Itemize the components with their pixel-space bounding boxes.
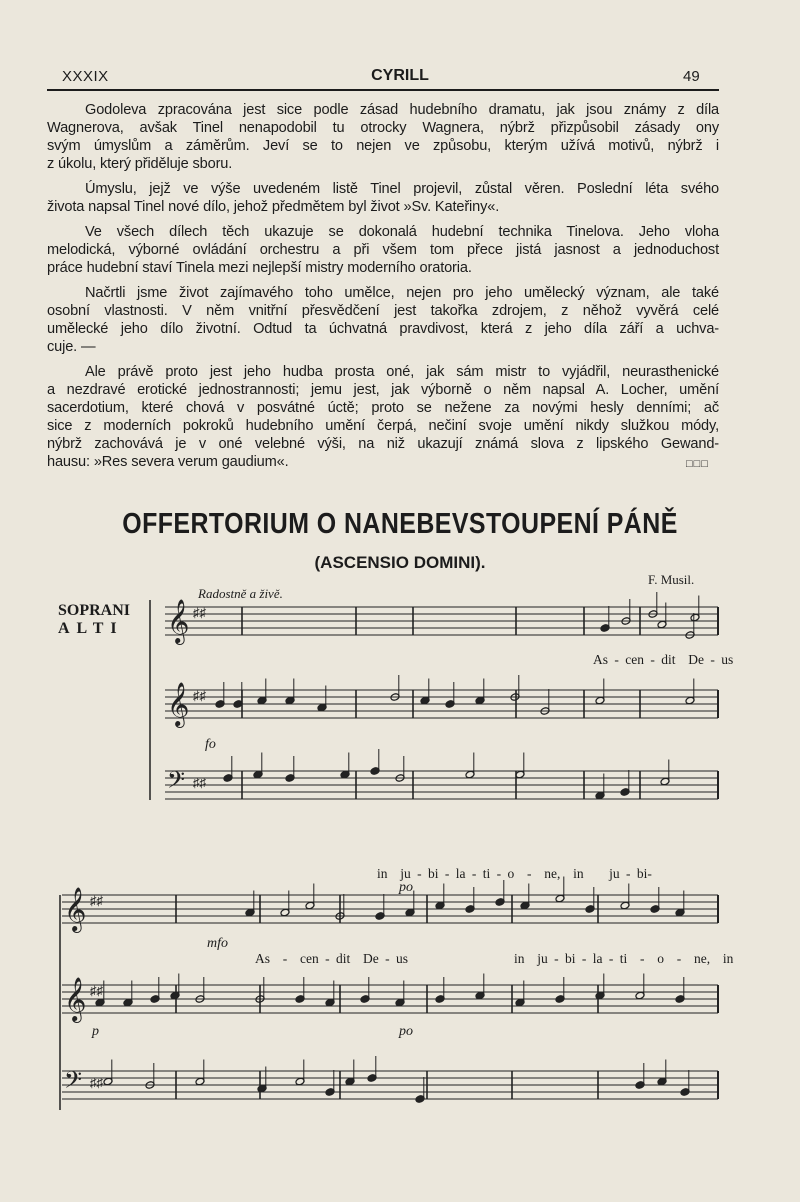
running-head-title: CYRILL — [371, 67, 429, 84]
body-text-line: cuje. — — [47, 339, 96, 355]
body-text-line: Wagnerova, avšak Tinel nenapodobil tu otrocky Wagnera, nýbrž přizpůsobil zásady ony — [47, 120, 719, 136]
body-text-line: sacerdotium, které chová v posvátné úctě; proto se nežene za novými hesly denními; ač — [47, 400, 719, 416]
dynamic-po: po — [399, 880, 413, 895]
body-text-line: svým úmyslům a záměrům. Jeví se to nejen ve způsobu, kterým užívá motivů, nýbrž i — [47, 138, 719, 154]
key-signature-sharp: ♯♯ — [90, 983, 103, 998]
body-text-line: a nezdravé erotické jednostrannosti; jemu jest, jak výborně o něm napsal A. Locher, umění — [47, 382, 719, 398]
composer: F. Musil. — [648, 572, 695, 587]
dynamic-mfo: mfo — [207, 936, 228, 951]
body-text-line: nýbrž zachovává je v oné velebné výši, na niž ukazují známá slova z lipského Gewand- — [47, 436, 719, 452]
dynamic-po-2: po — [399, 1024, 413, 1039]
dynamic-fo: fo — [205, 737, 216, 752]
body-text-line: Ve všech dílech těch ukazuje se dokonalá hudební technika Tinelova. Jeho vloha — [85, 224, 719, 240]
end-mark: □□□ — [686, 458, 709, 470]
voice-label-alti: ALTI — [58, 620, 124, 637]
key-signature-sharp: ♯♯ — [193, 688, 206, 703]
bass-clef: 𝄢 — [64, 1066, 83, 1099]
body-text-line: sice z moderních pokroků hudebního umění čerpá, nečiní svoje umění nikdy služkou módy, — [47, 418, 719, 434]
body-text-line: melodická, výborné ovládání orchestru a při všem tom přece jistá jasnost a jednoduchost — [47, 242, 719, 258]
treble-clef: 𝄞 — [167, 599, 190, 643]
lyrics-system2-lower-b: in ju - bi - la - ti - o - ne, in — [514, 951, 734, 966]
key-signature-sharp: ♯♯ — [90, 893, 103, 908]
key-signature-sharp: ♯♯ — [193, 775, 206, 790]
key-signature-sharp: ♯♯ — [90, 1075, 103, 1090]
body-text-line: z úkolu, který přiděluje sboru. — [47, 156, 233, 172]
lyrics-system1: As - cen - dit De - us — [593, 652, 734, 667]
treble-clef: 𝄞 — [64, 887, 87, 931]
tempo-marking: Radostně a živě. — [198, 586, 283, 601]
body-text-line: práce hudební staví Tinela mezi nejlepší mistry moderního oratoria. — [47, 260, 472, 276]
body-text-line: Ale právě proto jest jeho hudba prosta oné, jak sám mistr to vyjádřil, neurasthenické — [85, 364, 719, 380]
score-subtitle: (ASCENSIO DOMINI). — [314, 553, 486, 572]
running-head-volume: XXXIX — [62, 68, 109, 85]
dynamic-p: p — [92, 1024, 99, 1039]
body-text-line: osobní vlastnosti. V něm vnitřní přesvědčení jest takořka zdrojem, z něhož vyvěrá celé — [47, 303, 719, 319]
score-title: OFFERTORIUM O NANEBEVSTOUPENÍ PÁNĚ — [122, 508, 678, 540]
body-text-line: Načrtli jsme život zajímavého toho umělce, nejen pro jeho umělecký význam, ale také — [85, 285, 719, 301]
lyrics-system2-upper: in ju - bi - la - ti - o - ne, in ju - bi- — [377, 866, 652, 881]
bass-clef: 𝄢 — [167, 766, 186, 799]
body-text-line: hausu: »Res severa verum gaudium«. — [47, 454, 289, 470]
page-number: 49 — [683, 68, 700, 85]
body-text-line: umělecké jeho dílo životní. Odtud ta úchvatná pravdivost, která z jeho díla září a uchva- — [47, 321, 719, 337]
key-signature-sharp: ♯♯ — [193, 605, 206, 620]
body-text-line: Úmyslu, jejž ve výše uvedeném listě Tinel projevil, zůstal věren. Poslední léta svého — [85, 181, 719, 197]
treble-clef: 𝄞 — [167, 682, 190, 726]
voice-label-soprani: SOPRANI — [58, 602, 131, 619]
body-text-line: života napsal Tinel nové dílo, jehož předmětem byl život »Sv. Kateřiny«. — [47, 199, 500, 215]
lyrics-system2-lower-a: As - cen - dit De - us — [255, 951, 408, 966]
body-text-line: Godoleva zpracována jest sice podle zásad hudebního dramatu, jak jsou známy z díla — [85, 102, 719, 118]
treble-clef: 𝄞 — [64, 977, 87, 1021]
